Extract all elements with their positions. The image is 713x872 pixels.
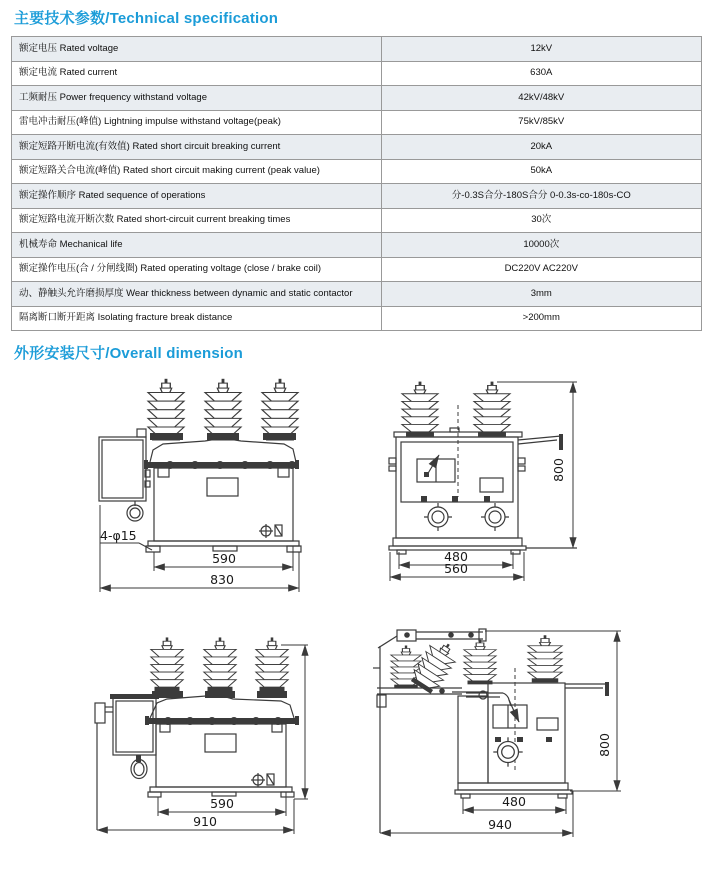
bushing-mount: [263, 433, 296, 440]
control-cabinet-door: [102, 440, 143, 498]
spec-value-cell: DC220V AC220V: [381, 257, 701, 282]
stud: [546, 737, 552, 742]
spec-label-cell: 雷电冲击耐压(峰值) Lightning impulse withstand voltage(peak): [12, 110, 382, 135]
spec-label-cell: 额定短路开断电流(有效值) Rated short circuit breaking current: [12, 135, 382, 160]
dim-label-800: 800: [551, 458, 566, 482]
dim-label-940: 940: [488, 817, 512, 832]
base-plate: [393, 538, 522, 546]
spec-value-cell: 3mm: [381, 282, 701, 307]
spec-label-cell: 额定短路关合电流(峰值) Rated short circuit making current (peak value): [12, 159, 382, 184]
stud: [484, 496, 490, 502]
mounting-foot: [287, 546, 301, 552]
mounting-foot: [511, 550, 520, 554]
bushing-mount: [207, 433, 239, 440]
spec-value-cell: 75kV/85kV: [381, 110, 701, 135]
breaker-front-1: [99, 379, 301, 552]
mounting-foot: [558, 794, 567, 798]
spec-value-cell: 30次: [381, 208, 701, 233]
pull-ring-inner: [134, 763, 144, 776]
arm-post: [559, 434, 563, 450]
spec-value-cell: 12kV: [381, 37, 701, 62]
spec-value-cell: 42kV/48kV: [381, 86, 701, 111]
insulator-bushing: [464, 640, 496, 684]
table-row: [12, 233, 702, 258]
corner-bracket: [158, 468, 169, 477]
insulator-bushing: [204, 637, 236, 691]
dimensions-front-1: [100, 505, 299, 592]
arm-post: [605, 682, 609, 696]
nameplate: [480, 478, 503, 492]
ground-terminal: [251, 773, 274, 787]
control-cabinet-door: [116, 701, 153, 752]
table-row: [12, 208, 702, 233]
stud: [517, 737, 523, 742]
nameplate: [205, 734, 236, 752]
spec-label-cell: 额定电压 Rated voltage: [12, 37, 382, 62]
mounting-foot: [281, 792, 294, 797]
spec-value-cell: 50kA: [381, 159, 701, 184]
mechanism-panel: [401, 442, 513, 502]
insulator-bushing: [402, 382, 438, 436]
insulator-bushing: [151, 637, 183, 691]
table-row: [12, 184, 702, 209]
breaker-side-1: [389, 382, 577, 554]
bushing-mount: [205, 691, 235, 698]
operating-wheel: [481, 503, 509, 531]
cabinet-hinge: [137, 429, 146, 437]
spec-label-cell: 额定操作电压(合 / 分闸线圈) Rated operating voltage (close / brake coil): [12, 257, 382, 282]
control-cabinet: [113, 698, 156, 755]
base-flange: [148, 541, 299, 546]
dim-label-560: 560: [444, 561, 468, 576]
insulator-bushing: [262, 379, 298, 440]
pull-ring-inner: [130, 508, 140, 518]
spec-label-cell: 工频耐压 Power frequency withstand voltage: [12, 86, 382, 111]
stud: [452, 496, 458, 502]
band-end: [145, 716, 149, 725]
spec-value-cell: 20kA: [381, 135, 701, 160]
indicator-window: [493, 705, 527, 728]
mounting-foot: [146, 546, 160, 552]
drawing-side-view-2: [373, 618, 713, 862]
spec-table: [11, 36, 702, 331]
spec-table-body: [12, 37, 702, 331]
spec-label-cell: 机械寿命 Mechanical life: [12, 233, 382, 258]
support-arm: [518, 436, 561, 440]
dim-label-830: 830: [210, 572, 234, 587]
base-flange: [150, 787, 292, 792]
table-row: [12, 135, 702, 160]
dim-label-590: 590: [210, 796, 234, 811]
insulator-bushing: [205, 379, 241, 440]
table-row: [12, 86, 702, 111]
table-row: [12, 282, 702, 307]
base-plate: [458, 783, 568, 790]
mounting-foot: [397, 550, 406, 554]
nameplate: [207, 478, 238, 496]
position-indicator-arrow: [509, 700, 519, 722]
dim-label-590: 590: [212, 551, 236, 566]
bushing-mount: [150, 433, 183, 440]
side-bracket: [389, 458, 396, 464]
spec-label-cell: 隔离断口断开距离 Isolating fracture break distance: [12, 306, 382, 331]
nameplate: [537, 718, 558, 730]
insulator-bushing: [528, 635, 562, 682]
insulator-bushing: [474, 382, 510, 436]
drawing-front-view-1: [85, 375, 385, 597]
corner-bracket: [278, 468, 289, 477]
mounting-foot: [148, 792, 161, 797]
mechanism-column: [458, 696, 488, 783]
spec-value-cell: 630A: [381, 61, 701, 86]
breaker-side-2: [373, 629, 609, 833]
frame-bracket: [377, 695, 386, 707]
drawing-front-view-2: [63, 620, 381, 858]
mounting-foot: [461, 794, 470, 798]
table-row: [12, 61, 702, 86]
corner-bracket: [160, 724, 170, 732]
spec-label-cell: 额定电流 Rated current: [12, 61, 382, 86]
dim-label-800: 800: [597, 733, 612, 757]
dim-label-910: 910: [193, 814, 217, 829]
dim-label-480: 480: [502, 794, 526, 809]
tank-body: [488, 683, 565, 783]
side-bracket: [518, 458, 525, 464]
bushing-mount: [257, 691, 287, 698]
insulator-bushing: [148, 379, 184, 440]
breaker-front-2: [95, 637, 299, 830]
spec-value-cell: 分-0.3S合分-180S合分 0-0.3s-co-180s-CO: [381, 184, 701, 209]
section-title-overall-dimension: 外形安装尺寸/Overall dimension: [14, 345, 244, 362]
side-bracket: [518, 466, 525, 471]
table-row: [12, 159, 702, 184]
tank-roof: [150, 438, 296, 462]
spec-label-cell: 额定短路电流开断次数 Rated short-circuit current breaking times: [12, 208, 382, 233]
corner-bracket: [272, 724, 282, 732]
spec-value-cell: >200mm: [381, 306, 701, 331]
band-end: [295, 716, 299, 725]
ground-terminal: [259, 524, 282, 538]
hole-label: 4-φ15: [100, 528, 137, 543]
table-row: [12, 37, 702, 62]
table-row: [12, 257, 702, 282]
stud: [495, 737, 501, 742]
table-row: [12, 110, 702, 135]
section-title-technical-specification: 主要技术参数/Technical specification: [14, 10, 279, 27]
stud: [421, 496, 427, 502]
operating-wheel: [424, 503, 452, 531]
spec-label-cell: 动、静触头允许磨损厚度 Wear thickness between dynamic and static contactor: [12, 282, 382, 307]
dim-label-480: 480: [444, 549, 468, 564]
side-bracket: [389, 466, 396, 471]
table-row: [12, 306, 702, 331]
ring-stem: [136, 755, 141, 762]
tank-roof: [150, 695, 294, 718]
drawing-side-view-1: [372, 375, 664, 603]
frame-bracket: [95, 703, 105, 723]
spec-label-cell: 额定操作顺序 Rated sequence of operations: [12, 184, 382, 209]
tank-body: [154, 468, 293, 541]
control-cabinet: [99, 437, 146, 501]
spec-value-cell: 10000次: [381, 233, 701, 258]
